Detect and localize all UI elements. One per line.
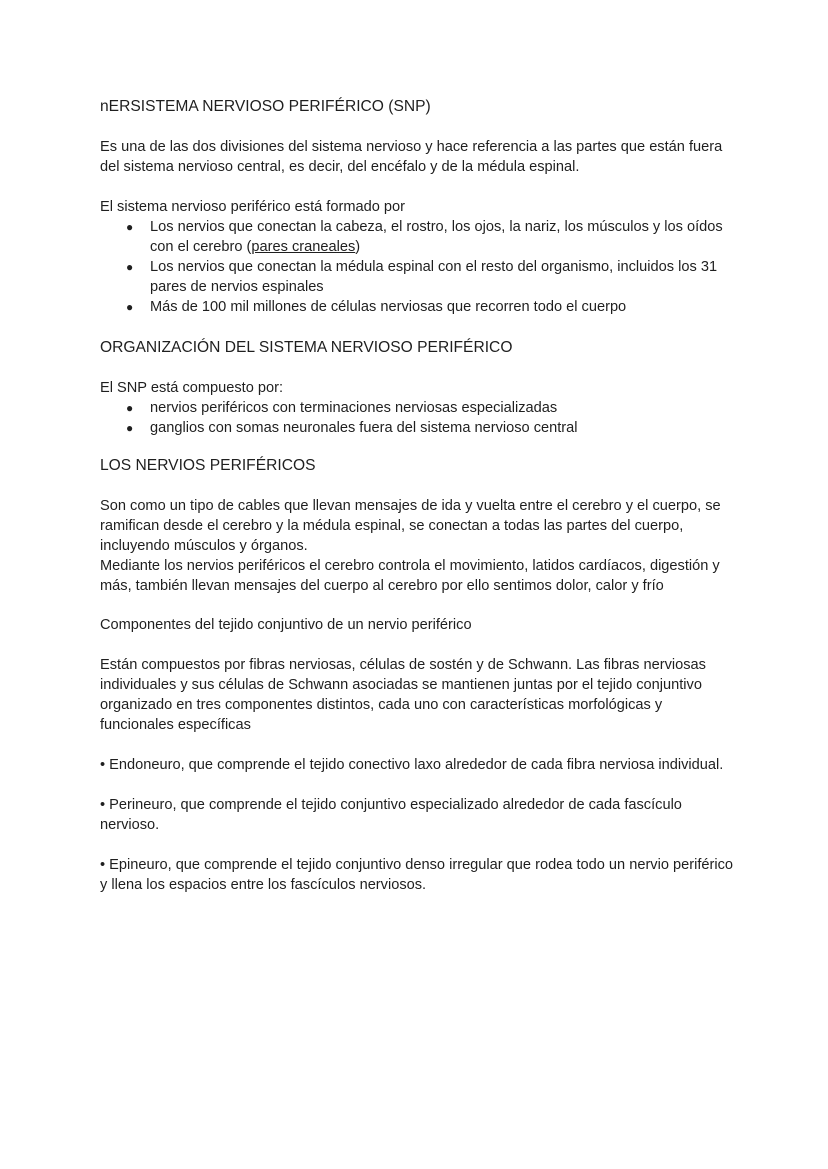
organization-list	[100, 398, 740, 438]
organization-heading: ORGANIZACIÓN DEL SISTEMA NERVIOSO PERIFÉRICO	[100, 339, 513, 356]
bullet-icon: ●	[126, 220, 134, 234]
perineuro-item: • Perineuro, que comprende el tejido conjuntivo especializado alrededor de cada fascículo nervioso.	[100, 797, 682, 833]
intro-paragraph: Es una de las dos divisiones del sistema nervioso y hace referencia a las partes que están fuera del sistema nervioso central, es decir, del encéfalo y de la médula espinal.	[100, 139, 723, 175]
list-item	[100, 398, 740, 418]
document-page	[100, 96, 740, 895]
list-item	[100, 257, 740, 297]
components-heading: Componentes del tejido conjuntivo de un nervio periférico	[100, 617, 472, 633]
list-item-text: Los nervios que conectan la médula espinal con el resto del organismo, incluidos los 31 pares de nervios espinales	[150, 259, 718, 295]
bullet-icon: ●	[126, 260, 134, 274]
peripheral-nerves-heading: LOS NERVIOS PERIFÉRICOS	[100, 457, 316, 474]
list-item	[100, 217, 740, 257]
formed-by-list	[100, 217, 740, 317]
pares-craneales-link[interactable]: pares craneales	[251, 239, 356, 255]
list-item-text: ganglios con somas neuronales fuera del sistema nervioso central	[150, 420, 578, 436]
formed-by-paragraph: El sistema nervioso periférico está formado por	[100, 199, 405, 215]
peripheral-nerves-paragraph-1: Son como un tipo de cables que llevan mensajes de ida y vuelta entre el cerebro y el cuerpo, se ramifican desde el cerebro y la médula espinal, se conectan a todas las partes del cuerpo, incluyendo músculos y órganos.	[100, 498, 721, 554]
bullet-icon: ●	[126, 421, 134, 435]
bullet-icon: ●	[126, 300, 134, 314]
epineuro-item: • Epineuro, que comprende el tejido conjuntivo denso irregular que rodea todo un nervio periférico y llena los espacios entre los fascículos nerviosos.	[100, 857, 734, 893]
list-item-text: nervios periféricos con terminaciones nerviosas especializadas	[150, 400, 558, 416]
list-item	[100, 418, 740, 438]
bullet-icon: ●	[126, 401, 134, 415]
endoneuro-item: • Endoneuro, que comprende el tejido conectivo laxo alrededor de cada fibra nerviosa individual.	[100, 757, 724, 773]
components-paragraph: Están compuestos por fibras nerviosas, células de sostén y de Schwann. Las fibras nerviosas individuales y sus células de Schwann asociadas se mantienen juntas por el tejido conjuntivo organizado en tres componentes distintos, cada uno con características morfológicas y funcionales específicas	[100, 657, 706, 733]
peripheral-nerves-paragraph-2: Mediante los nervios periféricos el cerebro controla el movimiento, latidos cardíacos, digestión y más, también llevan mensajes del cuerpo al cerebro por ello sentimos dolor, calor y frío	[100, 558, 720, 594]
document-title: nERSISTEMA NERVIOSO PERIFÉRICO (SNP)	[100, 98, 431, 115]
list-item-text: Más de 100 mil millones de células nerviosas que recorren todo el cuerpo	[150, 299, 627, 315]
list-item-text: Los nervios que conectan la cabeza, el rostro, los ojos, la nariz, los músculos y los oídos con el cerebro (	[150, 219, 723, 255]
organization-intro: El SNP está compuesto por:	[100, 380, 284, 396]
list-item	[100, 297, 740, 317]
list-item-text-end: )	[355, 239, 361, 255]
